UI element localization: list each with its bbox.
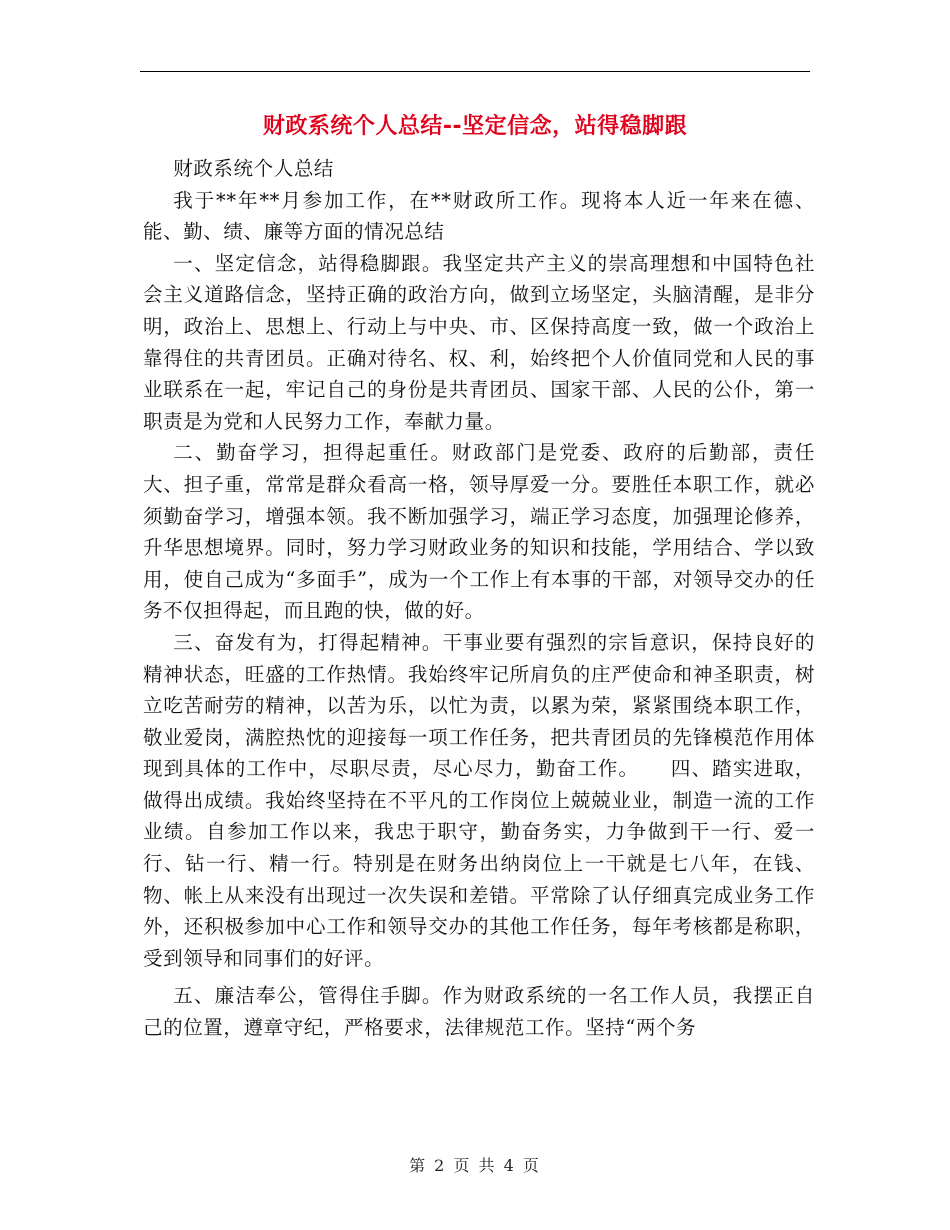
intro-paragraph: 我于**年**月参加工作，在**财政所工作。现将本人近一年来在德、能、勤、绩、廉等方面的情况总结 [143,188,815,244]
section-2-paragraph: 二、勤奋学习，担得起重任。财政部门是党委、政府的后勤部，责任大、担子重，常常是群众看高一格，领导厚爱一分。要胜任本职工作，就必须勤奋学习，增强本领。我不断加强学习，端正学习态度，加强理论修养，升华思想境界。同时，努力学习财政业务的知识和技能，学用结合、学以致用，使自己成为“多面手”，成为一个工作上有本事的干部，对领导交办的任务不仅担得起，而且跑的快，做的好。 [143,441,815,623]
section-5-paragraph: 五、廉洁奉公，管得住手脚。作为财政系统的一名工作人员，我摆正自己的位置，遵章守纪，严格要求，法律规范工作。坚持“两个务 [143,984,815,1040]
document-body [143,153,815,1044]
section-3-4-paragraph: 三、奋发有为，打得起精神。干事业要有强烈的宗旨意识，保持良好的精神状态，旺盛的工作热情。我始终牢记所肩负的庄严使命和神圣职责，树立吃苦耐劳的精神，以苦为乐，以忙为责，以累为荣，紧紧围绕本职工作，敬业爱岗，满腔热忱的迎接每一项工作任务，把共青团员的先锋模范作用体现到具体的工作中，尽职尽责，尽心尽力，勤奋工作。 四、踏实进取，做得出成绩。我始终坚持在不平凡的工作岗位上兢兢业业，制造一流的工作业绩。自参加工作以来，我忠于职守，勤奋务实，力争做到干一行、爱一行、钻一行、精一行。特别是在财务出纳岗位上一干就是七八年，在钱、物、帐上从来没有出现过一次失误和差错。平常除了认仔细真完成业务工作外，还积极参加中心工作和领导交办的其他工作任务，每年考核都是称职，受到领导和同事们的好评。 [143,630,815,970]
page-footer: 第 2 页 共 4 页 [409,1156,541,1175]
section-1-paragraph: 一、坚定信念，站得稳脚跟。我坚定共产主义的崇高理想和中国特色社会主义道路信念，坚持正确的政治方向，做到立场坚定，头脑清醒，是非分明，政治上、思想上、行动上与中央、市、区保持高度一致，做一个政治上靠得住的共青团员。正确对待名、权、利，始终把个人价值同党和人民的事业联系在一起，牢记自己的身份是共青团员、国家干部、人民的公仆，第一职责是为党和人民努力工作，奉献力量。 [143,251,815,433]
document-title: 财政系统个人总结--坚定信念，站得稳脚跟 [262,114,688,139]
subtitle-paragraph: 财政系统个人总结 [173,157,335,180]
header-rule [140,71,810,72]
